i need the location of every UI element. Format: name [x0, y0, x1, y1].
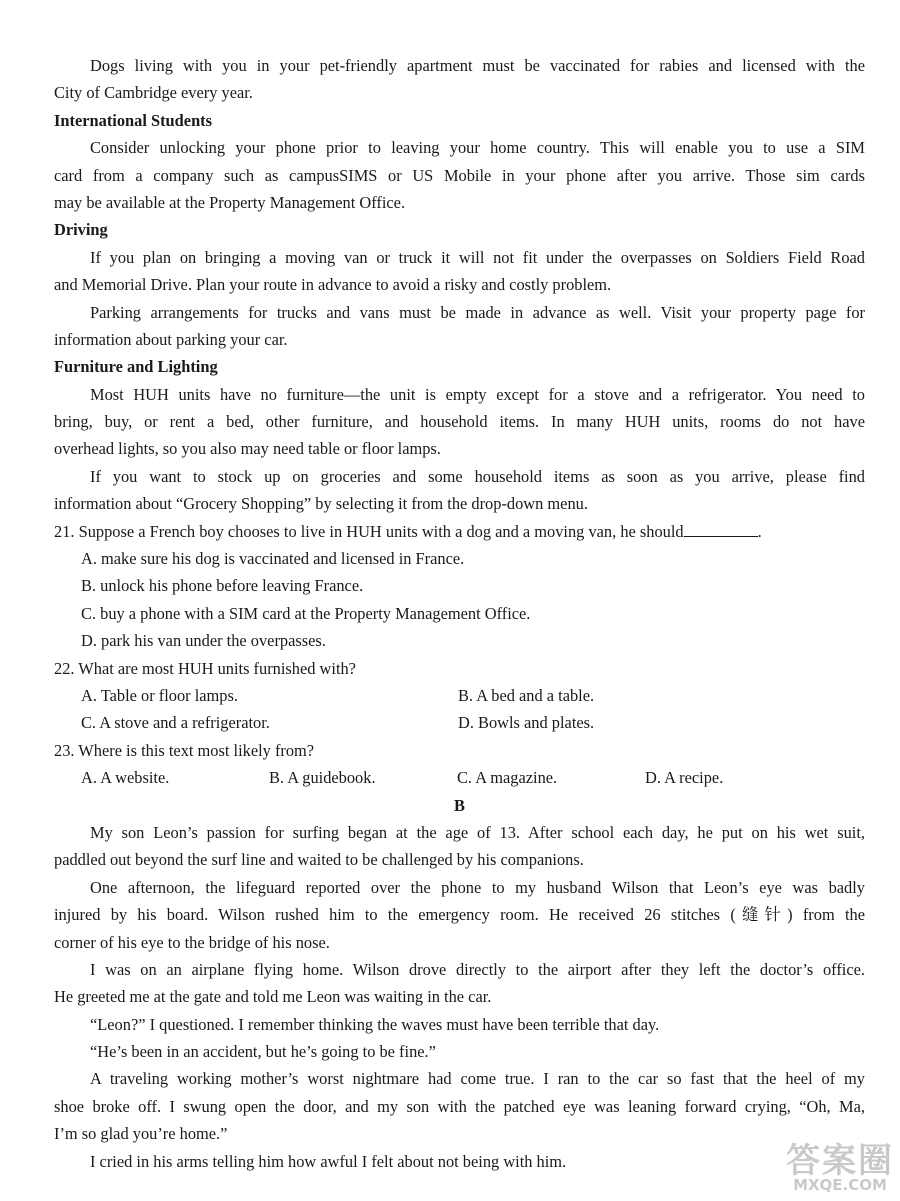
section-b-p7: I cried in his arms telling him how awful I felt about not being with him. [90, 1151, 567, 1171]
corner-logo [786, 1141, 894, 1194]
driving-paragraph-line-2: and Memorial Drive. Plan your route in advance to avoid a risky and costly problem. [54, 275, 612, 295]
furniture-paragraph-line-2: bring, buy, or rent a bed, other furniture, and household items. In many HUH units, rooms do not have [54, 412, 865, 432]
section-b-p1-line-1: My son Leon’s passion for surfing began at the age of 13. After school each day, he put on his wet suit, [90, 822, 865, 842]
document-page [54, 52, 865, 1175]
driving-paragraph-line-1: If you plan on bringing a moving van or truck it will not fit under the overpasses on Soldiers Field Road [90, 247, 865, 267]
section-b-p6-line-2: shoe broke off. I swung open the door, and my son with the patched eye was leaning forward crying, “Oh, Ma, [54, 1096, 865, 1116]
section-b-p6-line-3: I’m so glad you’re home.” [54, 1124, 228, 1144]
question-22-option-a: A. Table or floor lamps. [81, 685, 238, 705]
section-b-p3-line-2: He greeted me at the gate and told me Leon was waiting in the car. [54, 987, 492, 1007]
question-21-option-c: C. buy a phone with a SIM card at the Property Management Office. [81, 603, 531, 623]
question-21-option-b: B. unlock his phone before leaving France. [81, 576, 364, 596]
logo-text-en: MXQE.COM [793, 1176, 887, 1194]
question-23-stem: 23. Where is this text most likely from? [54, 740, 315, 760]
section-b-p4: “Leon?” I questioned. I remember thinking the waves must have been terrible that day. [90, 1014, 660, 1034]
logo-text-cn: 答案圈 [786, 1141, 894, 1181]
furniture-paragraph-line-3: overhead lights, so you also may need table or floor lamps. [54, 439, 441, 459]
section-b-p1-line-2: paddled out beyond the surf line and waited to be challenged by his companions. [54, 850, 584, 870]
intl-paragraph-line-2: card from a company such as campusSIMS or US Mobile in your phone after you arrive. Those sim cards [54, 165, 865, 185]
question-22-stem: 22. What are most HUH units furnished with? [54, 658, 356, 678]
section-b-p2-line-2: injured by his board. Wilson rushed him to the emergency room. He received 26 stitches (缝针) from the [54, 905, 865, 925]
section-b-label: B [454, 795, 465, 815]
section-b-p6-line-1: A traveling working mother’s worst nightmare had come true. I ran to the car so fast that the heel of my [90, 1069, 865, 1089]
question-23-option-b: B. A guidebook. [269, 768, 376, 788]
section-b-p5: “He’s been in an accident, but he’s going to be fine.” [90, 1042, 436, 1062]
section-b-p2-line-1: One afternoon, the lifeguard reported over the phone to my husband Wilson that Leon’s eye was badly [90, 877, 865, 897]
furniture-paragraph-line-1: Most HUH units have no furniture—the unit is empty except for a stove and a refrigerator. You need to [90, 384, 865, 404]
question-22-option-c: C. A stove and a refrigerator. [81, 713, 270, 733]
question-23-options-row [54, 764, 865, 791]
question-21-period: . [757, 521, 762, 541]
heading-driving: Driving [54, 220, 108, 240]
heading-international-students: International Students [54, 110, 213, 130]
grocery-paragraph-line-2: information about “Grocery Shopping” by selecting it from the drop-down menu. [54, 494, 588, 514]
dogs-paragraph-line-2: City of Cambridge every year. [54, 83, 253, 103]
dogs-paragraph-line-1: Dogs living with you in your pet-friendly apartment must be vaccinated for rabies and licensed with the [90, 56, 865, 75]
question-21-stem [54, 518, 865, 545]
question-21-text: 21. Suppose a French boy chooses to live in HUH units with a dog and a moving van, he should [54, 521, 684, 541]
parking-paragraph-line-2: information about parking your car. [54, 329, 288, 349]
intl-paragraph-line-1: Consider unlocking your phone prior to leaving your home country. This will enable you to use a SIM [90, 138, 865, 158]
section-b-p3-line-1: I was on an airplane flying home. Wilson drove directly to the airport after they left the doctor’s office. [90, 959, 865, 979]
section-b-p2-line-3: corner of his eye to the bridge of his nose. [54, 932, 330, 952]
question-22-options-row-1 [54, 682, 865, 709]
question-22-options-row-2 [54, 709, 865, 736]
answer-blank [684, 520, 758, 537]
parking-paragraph-line-1: Parking arrangements for trucks and vans must be made in advance as well. Visit your property page for [90, 302, 865, 322]
grocery-paragraph-line-1: If you want to stock up on groceries and some household items as soon as you arrive, please find [90, 466, 865, 486]
heading-furniture-lighting: Furniture and Lighting [54, 357, 218, 377]
question-21-option-a: A. make sure his dog is vaccinated and licensed in France. [81, 549, 465, 569]
question-23-option-a: A. A website. [81, 768, 170, 788]
question-23-option-c: C. A magazine. [457, 768, 558, 788]
question-23-option-d: D. A recipe. [645, 768, 724, 788]
question-22-option-d: D. Bowls and plates. [458, 713, 595, 733]
question-22-option-b: B. A bed and a table. [458, 685, 595, 705]
question-21-option-d: D. park his van under the overpasses. [81, 631, 326, 651]
intl-paragraph-line-3: may be available at the Property Management Office. [54, 192, 406, 212]
